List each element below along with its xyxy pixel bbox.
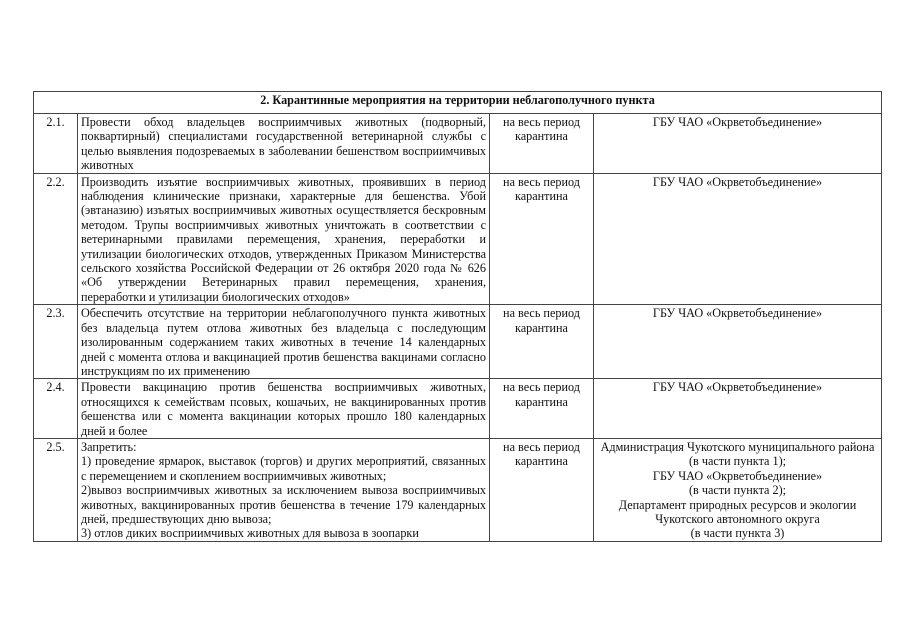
row-number: 2.2. [34, 173, 78, 305]
table-row [34, 173, 882, 305]
responsible-line: (в части пункта 3) [690, 526, 785, 541]
responsible-cell [594, 114, 882, 174]
responsible-cell [594, 379, 882, 439]
table-row [34, 438, 882, 541]
measure-line: 3) отлов диких восприимчивых животных для вывоза в зоопарки [81, 526, 419, 541]
period-cell: на весь период карантина [490, 173, 594, 305]
responsible-line: ГБУ ЧАО «Окрветобъединение» [652, 174, 823, 189]
responsible-line: ГБУ ЧАО «Окрветобъединение» [652, 306, 823, 321]
table-row [34, 379, 882, 439]
row-number: 2.5. [34, 438, 78, 541]
responsible-cell [594, 173, 882, 305]
responsible-line: ГБУ ЧАО «Окрветобъединение» [652, 468, 823, 483]
responsible-line: ГБУ ЧАО «Окрветобъединение» [652, 380, 823, 395]
period-cell: на весь период карантина [490, 305, 594, 379]
measure-text: Провести обход владельцев восприимчивых животных (подворный, поквартирный) специалистами государственной ветеринарной службы с целью выявления подозреваемых в заболевании бешенством восприимчивых животных [78, 114, 490, 174]
period-cell: на весь период карантина [490, 379, 594, 439]
section-header-row [34, 92, 882, 114]
row-number: 2.4. [34, 379, 78, 439]
row-number: 2.3. [34, 305, 78, 379]
responsible-cell [594, 438, 882, 541]
quarantine-measures-table [33, 91, 882, 542]
period-cell: на весь период карантина [490, 114, 594, 174]
table-row [34, 114, 882, 174]
row-number: 2.1. [34, 114, 78, 174]
responsible-line: Департамент природных ресурсов и экологии Чукотского автономного округа [618, 497, 857, 526]
responsible-line: (в части пункта 2); [688, 483, 787, 498]
measure-line: Запретить: [81, 439, 137, 454]
measure-text: Производить изъятие восприимчивых животных, проявивших в период наблюдения клинические признаки, характерные для бешенства. Убой (эвтаназию) изъятых восприимчивых животных осуществляется бескровным методом. Трупы восприимчивых животных уничтожать в соответствии с ветеринарными правилами перемещения, хранения, переработки и утилизации биологических отходов, утвержденных Приказом Министерства сельского хозяйства Российской Федерации от 26 октября 2020 года № 626 «Об утверждении Ветеринарных правил перемещения, хранения, переработки и утилизации биологических отходов» [78, 173, 490, 305]
responsible-cell [594, 305, 882, 379]
measure-text: Обеспечить отсутствие на территории неблагополучного пункта животных без владельца путем отлова животных без владельца с последующим изолированным содержанием таких животных в течение 14 календарных дней с момента отлова и вакцинацией против бешенства вакцинами согласно инструкциям по их применению [78, 305, 490, 379]
responsible-line: ГБУ ЧАО «Окрветобъединение» [652, 115, 823, 129]
measure-text [78, 438, 490, 541]
table-row [34, 305, 882, 379]
section-title: 2. Карантинные мероприятия на территории неблагополучного пункта [34, 92, 882, 114]
period-cell: на весь период карантина [490, 438, 594, 541]
measure-line: 1) проведение ярмарок, выставок (торгов) и других мероприятий, связанных с перемещением и скоплением восприимчивых животных; [81, 454, 486, 483]
responsible-line: Администрация Чукотского муниципального района (в части пункта 1); [600, 439, 875, 469]
measure-line: 2)вывоз восприимчивых животных за исключением вывоза восприимчивых животных, вакцинированных против бешенства в течение 179 календарных дней, предшествующих дню вывоза; [81, 483, 486, 526]
measure-text: Провести вакцинацию против бешенства восприимчивых животных, относящихся к семействам псовых, кошачьих, не вакцинированных против бешенства или с момента вакцинации которых прошло 180 календарных дней и более [78, 379, 490, 439]
